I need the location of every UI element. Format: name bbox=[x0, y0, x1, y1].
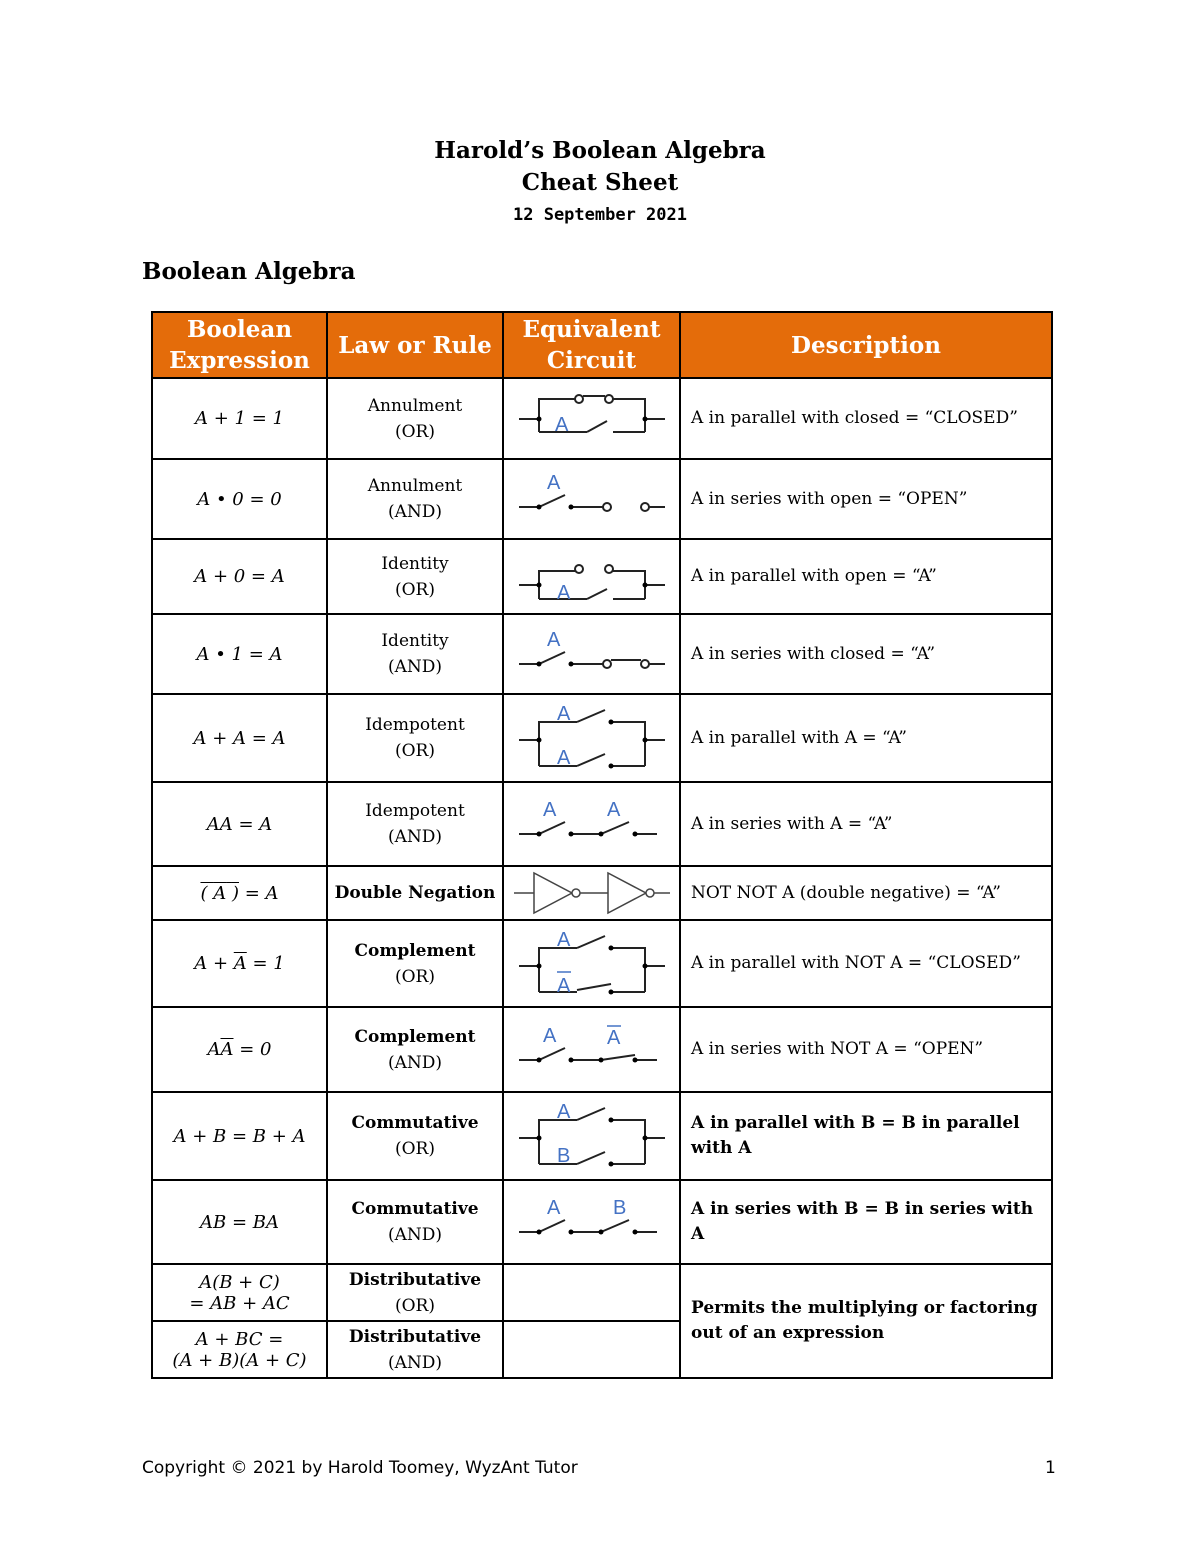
circuit-label: A bbox=[542, 799, 556, 821]
law-sub: (OR) bbox=[394, 966, 435, 987]
law-sub: (OR) bbox=[394, 579, 435, 600]
description-cell: A in parallel with open = “A” bbox=[680, 539, 1052, 614]
law-name: Distributative bbox=[348, 1326, 482, 1347]
law-name: Commutative bbox=[351, 1113, 479, 1133]
expression-cell: A • 0 = 0 bbox=[152, 459, 327, 539]
expression-cell: A(B + C) = AB + AC bbox=[152, 1264, 327, 1321]
footer-copyright: Copyright © 2021 by Harold Toomey, WyzAnt Tutor bbox=[142, 1458, 578, 1478]
document-subtitle: Cheat Sheet bbox=[521, 169, 679, 196]
circuit-label: A bbox=[546, 472, 560, 494]
footer-page-number: 1 bbox=[1045, 1458, 1056, 1478]
law-cell bbox=[327, 539, 503, 614]
circuit-cell bbox=[503, 614, 680, 694]
table-row bbox=[152, 694, 1052, 782]
law-sub: (AND) bbox=[387, 657, 443, 677]
circuit-cell bbox=[503, 694, 680, 782]
table-row bbox=[152, 782, 1052, 866]
expression-cell: AB = BA bbox=[152, 1180, 327, 1264]
header-description: Description bbox=[680, 312, 1052, 378]
law-sub: (AND) bbox=[387, 827, 443, 847]
description-cell: NOT NOT A (double negative) = “A” bbox=[680, 866, 1052, 920]
law-sub: (OR) bbox=[394, 421, 435, 442]
table-row bbox=[152, 1180, 1052, 1264]
circuit-label-second: A bbox=[606, 799, 620, 821]
circuit-cell bbox=[503, 866, 680, 920]
expression-cell: A + BC = (A + B)(A + C) bbox=[152, 1321, 327, 1378]
law-name: Distributative bbox=[348, 1269, 482, 1290]
section-heading: Boolean Algebra bbox=[142, 258, 356, 285]
series-closed-circuit-icon bbox=[517, 624, 667, 684]
description-cell: A in parallel with NOT A = “CLOSED” bbox=[680, 920, 1052, 1007]
circuit-label: A bbox=[546, 629, 560, 651]
law-name: Double Negation bbox=[334, 883, 496, 903]
law-name: Identity bbox=[381, 553, 449, 574]
law-sub: (AND) bbox=[387, 1225, 443, 1245]
law-cell bbox=[327, 782, 503, 866]
circuit-label: A bbox=[556, 581, 570, 604]
boolean-algebra-table bbox=[151, 311, 1053, 1379]
law-cell bbox=[327, 1007, 503, 1092]
law-cell bbox=[327, 1092, 503, 1180]
law-name: Complement bbox=[354, 940, 476, 961]
law-cell bbox=[327, 1180, 503, 1264]
header-law: Law or Rule bbox=[327, 312, 503, 378]
description-cell: A in series with closed = “A” bbox=[680, 614, 1052, 694]
circuit-cell bbox=[503, 459, 680, 539]
document-date: 12 September 2021 bbox=[513, 205, 687, 225]
circuit-label-second: A bbox=[556, 974, 570, 997]
circuit-label: A bbox=[556, 1101, 570, 1123]
circuit-label: A bbox=[542, 1024, 556, 1047]
description-cell: A in series with NOT A = “OPEN” bbox=[680, 1007, 1052, 1092]
expression-cell: $A\overline{A} = 0$ bbox=[152, 1007, 327, 1092]
parallel-a-not-a-circuit-icon bbox=[517, 926, 667, 1002]
description-cell: A in parallel with A = “A” bbox=[680, 694, 1052, 782]
description-cell: A in series with open = “OPEN” bbox=[680, 459, 1052, 539]
law-name: Idempotent bbox=[365, 801, 465, 821]
circuit-label-second: B bbox=[612, 1197, 626, 1219]
law-sub: (AND) bbox=[387, 1052, 443, 1073]
series-open-circuit-icon bbox=[517, 469, 667, 529]
circuit-cell bbox=[503, 920, 680, 1007]
law-name: Complement bbox=[354, 1026, 476, 1047]
document-title-block bbox=[0, 135, 1200, 229]
description-cell: A in parallel with B = B in parallel with A bbox=[680, 1092, 1052, 1180]
table-row bbox=[152, 1092, 1052, 1180]
series-a-not-a-circuit-icon bbox=[517, 1020, 667, 1080]
expression-cell: A + A = A bbox=[152, 694, 327, 782]
expression-overlined: ( A ) bbox=[200, 882, 239, 904]
circuit-cell bbox=[503, 1180, 680, 1264]
law-name: Idempotent bbox=[365, 715, 465, 735]
description-cell: A in series with B = B in series with A bbox=[680, 1180, 1052, 1264]
circuit-label-second: A bbox=[556, 747, 570, 769]
expression-cell: ( A ) = A bbox=[152, 866, 327, 920]
circuit-cell bbox=[503, 1264, 680, 1321]
law-sub: (OR) bbox=[394, 1295, 435, 1316]
table-row bbox=[152, 539, 1052, 614]
circuit-cell bbox=[503, 378, 680, 459]
circuit-label: A bbox=[556, 928, 570, 951]
law-cell bbox=[327, 614, 503, 694]
series-a-b-circuit-icon bbox=[517, 1192, 667, 1252]
law-sub: (OR) bbox=[394, 741, 435, 761]
law-cell bbox=[327, 920, 503, 1007]
law-sub: (AND) bbox=[387, 502, 443, 522]
document-title: Harold’s Boolean Algebra bbox=[434, 137, 766, 164]
parallel-closed-circuit-icon bbox=[517, 389, 667, 449]
law-sub: (AND) bbox=[387, 1352, 443, 1373]
parallel-a-b-circuit-icon bbox=[517, 1098, 667, 1174]
law-cell bbox=[327, 459, 503, 539]
circuit-cell bbox=[503, 1321, 680, 1378]
table-row bbox=[152, 1264, 1052, 1321]
expression-cell: AA = A bbox=[152, 782, 327, 866]
circuit-cell bbox=[503, 782, 680, 866]
expression-cell: A • 1 = A bbox=[152, 614, 327, 694]
circuit-label: A bbox=[554, 413, 568, 436]
series-a-a-circuit-icon bbox=[517, 794, 667, 854]
law-sub: (OR) bbox=[394, 1139, 435, 1159]
description-cell: Permits the multiplying or factoring out of an expression bbox=[680, 1264, 1052, 1378]
law-name: Identity bbox=[381, 631, 449, 651]
expression-cell: $A + \overline{A} = 1$ bbox=[152, 920, 327, 1007]
parallel-open-circuit-icon bbox=[517, 547, 667, 607]
expression-cell: A + 1 = 1 bbox=[152, 378, 327, 459]
table-header-row bbox=[152, 312, 1052, 378]
table-row bbox=[152, 866, 1052, 920]
law-cell bbox=[327, 1321, 503, 1378]
header-expression: Boolean Expression bbox=[152, 312, 327, 378]
description-cell: A in parallel with closed = “CLOSED” bbox=[680, 378, 1052, 459]
circuit-label-second: B bbox=[556, 1145, 570, 1167]
parallel-a-a-circuit-icon bbox=[517, 700, 667, 776]
law-name: Annulment bbox=[367, 476, 463, 496]
law-name: Commutative bbox=[351, 1199, 479, 1219]
description-cell: A in series with A = “A” bbox=[680, 782, 1052, 866]
law-name: Annulment bbox=[367, 395, 463, 416]
circuit-label: A bbox=[556, 703, 570, 725]
table-row bbox=[152, 920, 1052, 1007]
circuit-cell bbox=[503, 539, 680, 614]
double-not-gate-icon bbox=[512, 869, 672, 917]
header-circuit: Equivalent Circuit bbox=[503, 312, 680, 378]
table-row bbox=[152, 459, 1052, 539]
circuit-label-second: A bbox=[606, 1026, 620, 1049]
law-cell bbox=[327, 1264, 503, 1321]
table-row bbox=[152, 614, 1052, 694]
table-row bbox=[152, 1007, 1052, 1092]
table-row bbox=[152, 378, 1052, 459]
circuit-cell bbox=[503, 1007, 680, 1092]
circuit-label: A bbox=[546, 1197, 560, 1219]
law-cell bbox=[327, 866, 503, 920]
expression-cell: A + B = B + A bbox=[152, 1092, 327, 1180]
law-cell bbox=[327, 378, 503, 459]
circuit-cell bbox=[503, 1092, 680, 1180]
expression-cell: A + 0 = A bbox=[152, 539, 327, 614]
law-cell bbox=[327, 694, 503, 782]
